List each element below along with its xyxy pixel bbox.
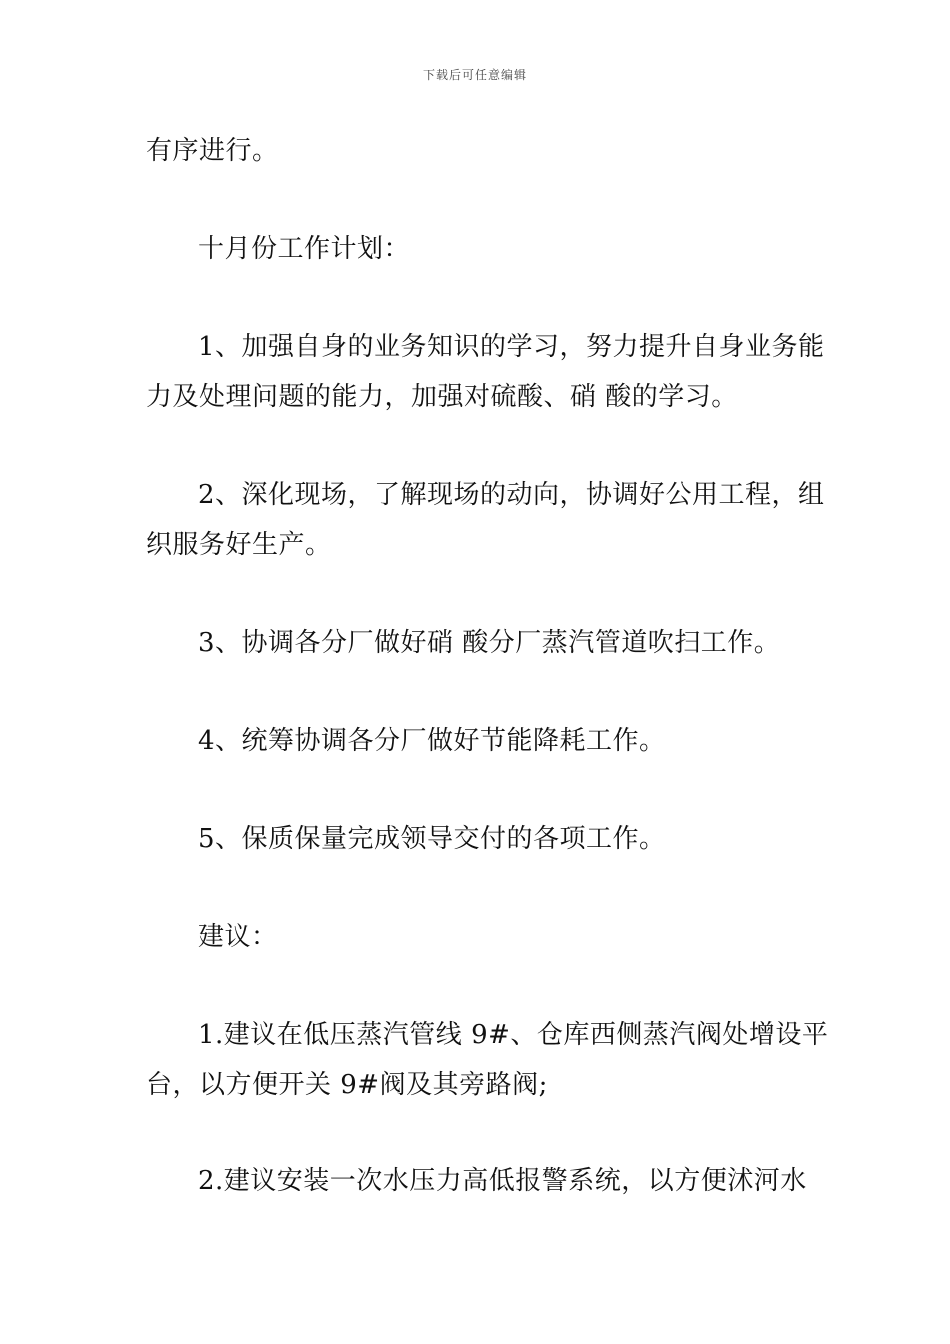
paragraph-gap <box>146 274 806 322</box>
suggestion-2-line-1: 2.建议安装一次水压力高低报警系统，以方便沭河水 <box>198 1166 807 1196</box>
paragraph-line: 有序进行。 <box>146 136 279 166</box>
suggestion-1-line-2: 台，以方便开关 9#阀及其旁路阀; <box>146 1070 548 1100</box>
paragraph-gap <box>146 1110 806 1156</box>
list-item-4: 4、统筹协调各分厂做好节能降耗工作。 <box>198 726 666 756</box>
section-title: 十月份工作计划： <box>198 234 411 264</box>
paragraph-gap <box>146 422 806 470</box>
list-item-5: 5、保质保量完成领导交付的各项工作。 <box>198 824 666 854</box>
paragraph-gap <box>146 864 806 912</box>
paragraph-gap <box>146 668 806 716</box>
list-item-1-line-1: 1、加强自身的业务知识的学习，努力提升自身业务能 <box>198 332 825 362</box>
suggestion-1-line-1: 1.建议在低压蒸汽管线 9#、仓库西侧蒸汽阀处增设平 <box>198 1020 829 1050</box>
list-item-1-line-2: 力及处理问题的能力，加强对硫酸、硝 酸的学习。 <box>146 382 738 412</box>
document-body <box>146 126 829 1206</box>
header-note: 下载后可任意编辑 <box>422 68 527 82</box>
paragraph-gap <box>146 766 806 814</box>
paragraph-gap <box>146 176 806 224</box>
list-item-2-line-2: 织服务好生产。 <box>146 530 332 560</box>
paragraph-gap <box>146 962 806 1010</box>
suggestions-title: 建议： <box>198 922 278 952</box>
list-item-3: 3、协调各分厂做好硝 酸分厂蒸汽管道吹扫工作。 <box>198 628 781 658</box>
paragraph-gap <box>146 570 806 618</box>
list-item-2-line-1: 2、深化现场，了解现场的动向，协调好公用工程，组 <box>198 480 825 510</box>
